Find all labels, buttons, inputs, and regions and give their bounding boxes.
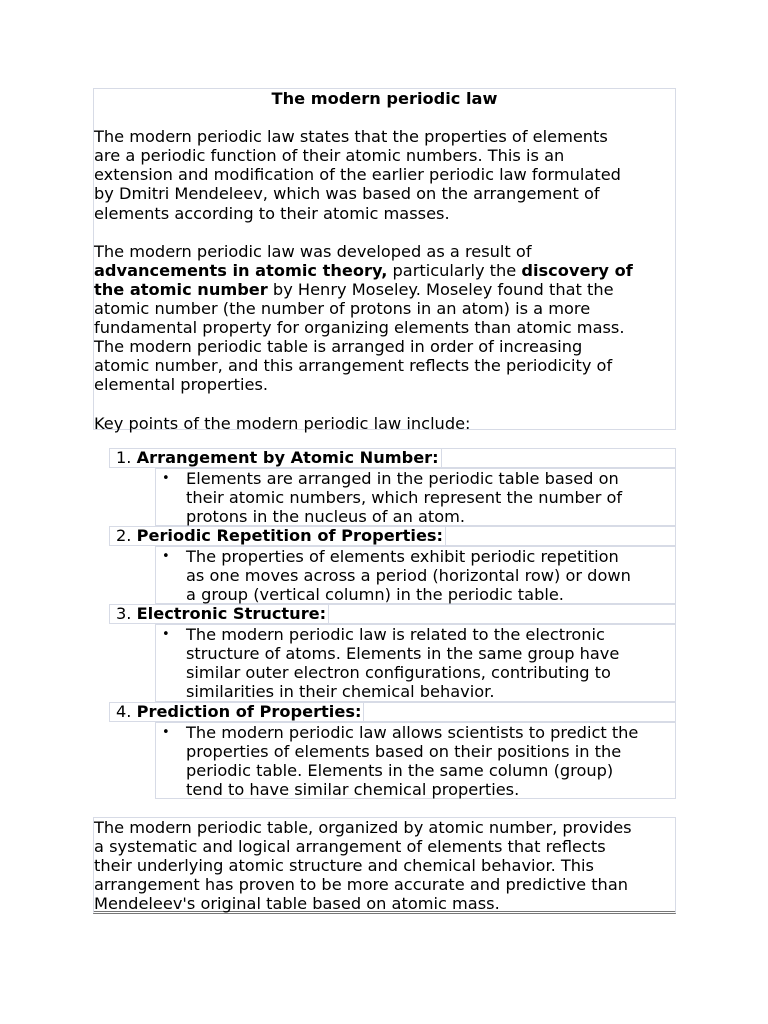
key-point-heading-text [116, 605, 329, 623]
closing-line: The modern periodic table, organized by atomic number, provides [94, 818, 632, 837]
bullet-line: as one moves across a period (horizontal row) or down [186, 566, 631, 586]
key-point-detail [155, 722, 676, 799]
bold-phrase: discovery of [521, 260, 633, 280]
closing-line: arrangement has proven to be more accurate and predictive than [94, 875, 628, 895]
text-run: by Henry Moseley. Moseley found that the [267, 279, 614, 299]
closing-line: a systematic and logical arrangement of elements that reflects [94, 837, 606, 857]
closing-section [93, 817, 676, 914]
key-point-title: Periodic Repetition of Properties: [136, 526, 444, 545]
bullet-icon: • [162, 549, 170, 564]
list-number: 4. [116, 702, 132, 721]
key-point-heading [109, 604, 676, 624]
intro-line: atomic number (the number of protons in an atom) is a more [94, 299, 591, 319]
key-point-heading [109, 448, 676, 468]
bullet-text [186, 547, 631, 604]
bullet-line: structure of atoms. Elements in the same group have [186, 644, 620, 664]
key-point-heading [109, 526, 676, 546]
bold-phrase: the atomic number [94, 279, 268, 299]
bullet-text [186, 625, 619, 701]
key-point-title: Arrangement by Atomic Number: [136, 448, 439, 467]
closing-line: Mendeleev's original table based on atomic mass. [94, 894, 500, 914]
intro-line: The modern periodic table is arranged in order of increasing [94, 337, 583, 357]
bullet-line: The modern periodic law allows scientists to predict the [186, 723, 639, 742]
bullet-icon: • [162, 471, 170, 486]
bullet-line: Elements are arranged in the periodic table based on [186, 469, 619, 488]
bullet-line: their atomic numbers, which represent the number of [186, 488, 623, 508]
key-point-heading-text [116, 527, 446, 545]
bullet-text [186, 723, 638, 799]
intro-line-mixed [94, 261, 675, 280]
key-point-title: Electronic Structure: [136, 604, 327, 623]
bullet-line: protons in the nucleus of an atom. [186, 507, 466, 527]
intro-line: Key points of the modern periodic law include: [94, 413, 471, 433]
intro-line: atomic number, and this arrangement reflects the periodicity of [94, 356, 613, 376]
intro-section [93, 88, 676, 433]
bullet-line: The properties of elements exhibit periodic repetition [186, 547, 619, 566]
bullet-line: properties of elements based on their positions in the [186, 742, 622, 762]
closing-line: their underlying atomic structure and chemical behavior. This [94, 856, 594, 876]
key-point-detail [155, 624, 676, 702]
bullet-line: similar outer electron configurations, contributing to [186, 663, 611, 683]
list-number: 2. [116, 526, 132, 545]
intro-line: fundamental property for organizing elements than atomic mass. [94, 318, 625, 338]
list-number: 1. [116, 448, 132, 467]
intro-line: The modern periodic law was developed as a result of [94, 241, 532, 261]
page-title: The modern periodic law [271, 89, 498, 108]
bullet-line: tend to have similar chemical properties. [186, 780, 520, 800]
spacer [94, 395, 675, 414]
intro-line-mixed [94, 280, 675, 299]
spacer [94, 108, 675, 127]
intro-line: by Dmitri Mendeleev, which was based on the arrangement of [94, 184, 600, 204]
bullet-text [186, 469, 622, 526]
text-run: particularly the [387, 260, 522, 280]
intro-line: elements according to their atomic masses. [94, 203, 450, 223]
bold-phrase: advancements in atomic theory, [94, 260, 388, 280]
key-point-title: Prediction of Properties: [136, 702, 362, 721]
intro-line: are a periodic function of their atomic numbers. This is an [94, 146, 565, 166]
key-point-heading-text [116, 449, 442, 467]
key-point-detail [155, 546, 676, 604]
key-point-heading [109, 702, 676, 722]
spacer [94, 223, 675, 242]
intro-line: extension and modification of the earlier periodic law formulated [94, 165, 621, 185]
bullet-icon: • [162, 627, 170, 642]
list-number: 3. [116, 604, 132, 623]
intro-line: The modern periodic law states that the properties of elements [94, 127, 608, 147]
intro-line: elemental properties. [94, 375, 269, 395]
bullet-line: periodic table. Elements in the same column (group) [186, 761, 614, 781]
key-point-detail [155, 468, 676, 526]
bullet-line: The modern periodic law is related to the electronic [186, 625, 605, 644]
bullet-icon: • [162, 725, 170, 740]
key-point-heading-text [116, 703, 364, 721]
bullet-line: similarities in their chemical behavior. [186, 682, 495, 702]
bullet-line: a group (vertical column) in the periodic table. [186, 585, 564, 605]
